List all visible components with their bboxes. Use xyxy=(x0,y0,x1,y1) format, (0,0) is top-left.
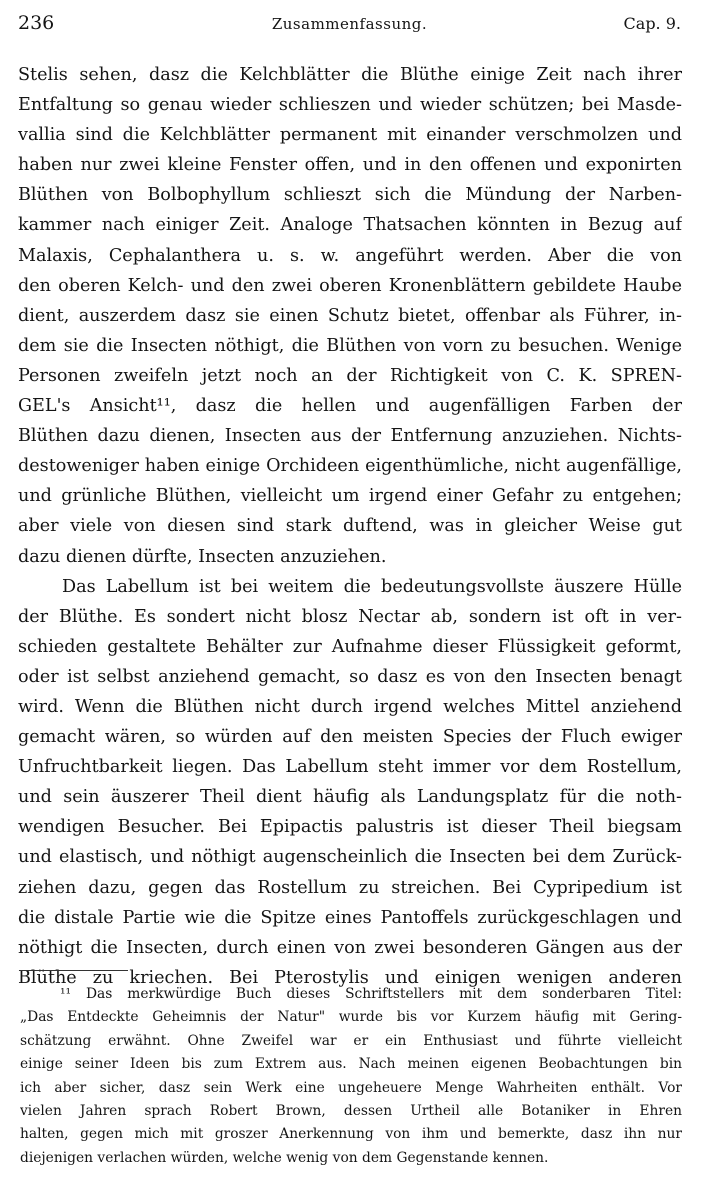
text-line: Das Labellum ist bei weitem die bedeutungsvollste äuszere Hülle xyxy=(62,576,682,597)
text-line: destoweniger haben einige Orchideen eigenthümliche, nicht augenfällige, xyxy=(18,456,682,477)
text-line: Unfruchtbarkeit liegen. Das Labellum steht immer vor dem Rostellum, xyxy=(18,757,682,778)
text-line: die distale Partie wie die Spitze eines Pantoffels zurückgeschlagen und xyxy=(18,907,682,928)
text-line: GEL's Ansicht¹¹, dasz die hellen und augenfälligen Farben der xyxy=(18,396,682,417)
text-line: dazu dienen dürfte, Insecten anzuziehen. xyxy=(18,546,387,567)
text-line: und sein äuszerer Theil dient häufig als Landungsplatz für die noth- xyxy=(18,787,682,808)
text-line: Personen zweifeln jetzt noch an der Richtigkeit von C. K. SPREN- xyxy=(18,365,682,386)
text-line: nöthigt die Insecten, durch einen von zwei besonderen Gängen aus der xyxy=(18,937,682,958)
text-line: und elastisch, und nöthigt augenscheinlich die Insecten bei dem Zurück- xyxy=(18,847,682,868)
page-number: 236 xyxy=(18,12,55,34)
text-line: der Blüthe. Es sondert nicht blosz Nectar ab, sondern ist oft in ver- xyxy=(18,606,682,627)
footnote-line: ich aber sicher, dasz sein Werk eine ungeheuere Menge Wahrheiten enthält. Vor xyxy=(20,1079,682,1096)
text-line: Blüthen dazu dienen, Insecten aus der Entfernung anzuziehen. Nichts- xyxy=(18,426,682,447)
text-line: wird. Wenn die Blüthen nicht durch irgend welches Mittel anziehend xyxy=(18,696,682,717)
text-line: aber viele von diesen sind stark duftend, was in gleicher Weise gut xyxy=(18,516,682,537)
text-line: gemacht wären, so würden auf den meisten Species der Fluch ewiger xyxy=(18,727,682,748)
text-line: wendigen Besucher. Bei Epipactis palustris ist dieser Theil biegsam xyxy=(18,817,682,838)
running-title: Zusammenfassung. xyxy=(271,15,428,33)
text-line: dient, auszerdem dasz sie einen Schutz bietet, offenbar als Führer, in- xyxy=(18,305,682,326)
body-text xyxy=(18,60,682,993)
text-line: ziehen dazu, gegen das Rostellum zu streichen. Bei Cypripedium ist xyxy=(18,877,682,898)
text-line: Blüthe zu kriechen. Bei Pterostylis und einigen wenigen anderen xyxy=(18,967,682,988)
footnotes xyxy=(20,983,682,1170)
chapter-label: Cap. 9. xyxy=(623,14,681,33)
footnote-line: diejenigen verlachen würden, welche wenig von dem Gegenstande kennen. xyxy=(20,1149,549,1166)
text-line: kammer nach einiger Zeit. Analoge Thatsachen könnten in Bezug auf xyxy=(18,215,682,236)
text-line: schieden gestaltete Behälter zur Aufnahme dieser Flüssigkeit geformt, xyxy=(18,636,682,657)
text-line: Blüthen von Bolbophyllum schlieszt sich die Mündung der Narben- xyxy=(18,185,682,206)
page-header xyxy=(18,12,681,42)
text-line: vallia sind die Kelchblätter permanent mit einander verschmolzen und xyxy=(18,125,682,146)
text-line: und grünliche Blüthen, vielleicht um irgend einer Gefahr zu entgehen; xyxy=(18,486,682,507)
text-line: haben nur zwei kleine Fenster offen, und in den offenen und exponirten xyxy=(18,155,682,176)
text-line: den oberen Kelch- und den zwei oberen Kronenblättern gebildete Haube xyxy=(18,275,682,296)
text-line: Entfaltung so genau wieder schlieszen und wieder schützen; bei Masde- xyxy=(18,95,682,116)
footnote-line: einige seiner Ideen bis zum Extrem aus. Nach meinen eigenen Beobachtungen bin xyxy=(20,1056,682,1073)
text-line: oder ist selbst anziehend gemacht, so dasz es von den Insecten benagt xyxy=(18,666,682,687)
text-line: Stelis sehen, dasz die Kelchblätter die Blüthe einige Zeit nach ihrer xyxy=(18,65,682,85)
text-line: dem sie die Insecten nöthigt, die Blüthen von vorn zu besuchen. Wenige xyxy=(18,335,682,356)
footnote-line: ¹¹ Das merkwürdige Buch dieses Schriftstellers mit dem sonderbaren Titel: xyxy=(60,986,682,1002)
footnote-line: halten, gegen mich mit groszer Anerkennung von ihm und bemerkte, dasz ihn nur xyxy=(20,1126,682,1143)
text-line: Malaxis, Cephalanthera u. s. w. angeführt werden. Aber die von xyxy=(18,245,682,266)
footnote-divider xyxy=(20,970,128,971)
footnote-line: schätzung erwähnt. Ohne Zweifel war er ein Enthusiast und führte vielleicht xyxy=(20,1032,682,1049)
footnote-line: „Das Entdeckte Geheimnis der Natur" wurde bis vor Kurzem häufig mit Gering- xyxy=(20,1009,682,1026)
footnote-line: vielen Jahren sprach Robert Brown, dessen Urtheil alle Botaniker in Ehren xyxy=(20,1102,682,1119)
